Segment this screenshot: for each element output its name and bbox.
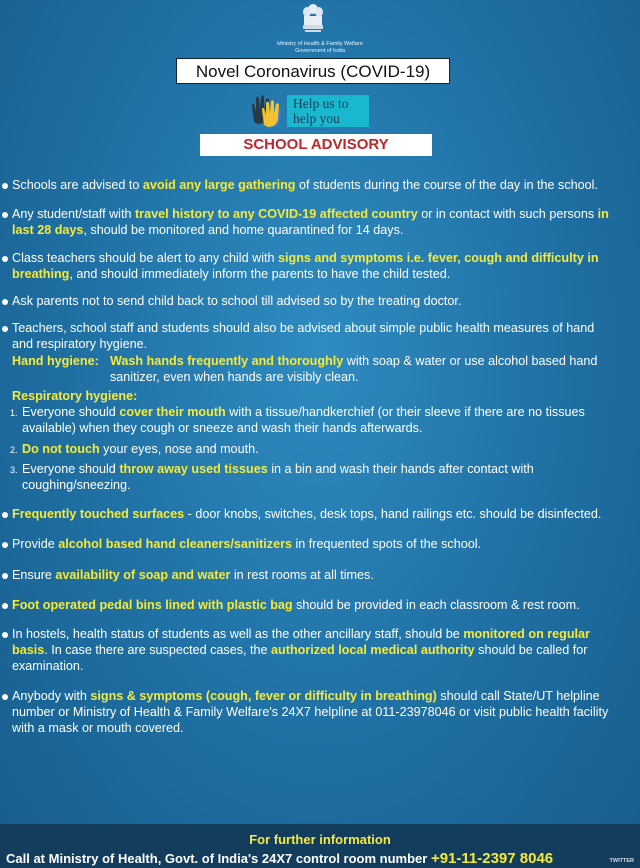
bullet-icon — [2, 299, 8, 305]
item-text: Anybody with — [12, 688, 91, 703]
list-item — [0, 177, 640, 193]
raised-hands-icon — [248, 92, 284, 128]
item-highlight: in last 28 days — [12, 207, 609, 238]
respiratory-hygiene-label: Respiratory hygiene: — [12, 389, 138, 404]
item-text: should be called for examination. — [12, 643, 588, 674]
photo-credit: TWITTER — [609, 858, 634, 864]
help-line1: Help us to — [293, 96, 349, 111]
item-text: with a tissue/handkerchief (or their sleeve if there are no tissues available) when they cough or sneeze and wash their hands afterwards. — [22, 405, 585, 436]
item-text: , and should immediately inform the parents to have the child tested. — [69, 266, 451, 281]
item-highlight: avoid any large gathering — [142, 178, 296, 192]
item-highlight: Wash hands frequently and thoroughly — [110, 353, 344, 368]
advisory-heading: SCHOOL ADVISORY — [200, 134, 432, 156]
list-item — [0, 506, 640, 522]
item-text: . In case there are suspected cases, the — [44, 643, 272, 658]
item-text: your eyes, nose and mouth. — [99, 441, 259, 456]
footer-contact — [6, 850, 606, 867]
item-number: 2. — [10, 444, 18, 455]
bullet-icon — [2, 573, 8, 579]
hand-hygiene — [0, 353, 640, 385]
bullet-icon — [2, 326, 8, 332]
ministry-line1: Ministry of Health & Family Welfare — [277, 41, 363, 47]
item-text: Teachers, school staff and students should also be advised about simple public health measures of hand and respiratory hygiene. — [12, 321, 595, 352]
bullet-icon — [2, 183, 8, 189]
item-highlight: alcohol based hand cleaners/sanitizers — [58, 537, 292, 552]
item-text: Everyone should — [22, 461, 120, 476]
item-text: with soap & water or use alcohol based hand sanitizer, even when hands are visibly clean. — [110, 353, 598, 384]
item-text: - door knobs, switches, desk tops, hand railings etc. should be disinfected. — [184, 507, 602, 522]
list-item — [0, 626, 640, 675]
footer — [0, 824, 640, 868]
respiratory-hygiene — [0, 388, 640, 404]
item-text: Provide — [12, 537, 59, 552]
advisory-list — [0, 170, 640, 736]
item-text: Schools are advised to — [12, 178, 143, 192]
footer-heading: For further information — [249, 832, 391, 847]
list-item — [0, 536, 640, 552]
list-item — [0, 688, 640, 737]
item-number: 1. — [10, 408, 18, 419]
bullet-icon — [2, 212, 8, 218]
list-item — [0, 250, 640, 282]
numbered-item — [0, 404, 640, 436]
list-item — [0, 293, 640, 309]
helpline-number: +91-11-2397 8046 — [430, 850, 554, 867]
bullet-icon — [2, 603, 8, 609]
list-item — [0, 567, 640, 583]
item-highlight: Foot operated pedal bins lined with plastic bag — [12, 597, 293, 612]
item-highlight: authorized local medical authority — [271, 643, 475, 658]
list-item — [0, 206, 640, 238]
item-text: Ensure — [12, 567, 56, 582]
numbered-item — [0, 461, 640, 493]
hand-hygiene-label: Hand hygiene: — [12, 353, 99, 368]
item-text: in frequented spots of the school. — [291, 537, 482, 552]
bullet-icon — [2, 542, 8, 548]
item-text: in a bin and wash their hands after contact with coughing/sneezing. — [22, 461, 534, 493]
item-text: should be provided in each classroom & rest room. — [292, 597, 580, 612]
item-text: should call State/UT helpline number or Ministry of Health & Family Welfare's 24X7 helpline at 011-23978046 or visit public health facility with a mask or mouth covered. — [12, 688, 609, 736]
help-line2: help you — [293, 111, 340, 126]
item-text: Class teachers should be alert to any child with — [12, 250, 279, 265]
item-text: In hostels, health status of students as well as the other ancillary staff, should be — [12, 627, 464, 642]
item-highlight: travel history to any COVID-19 affected country — [134, 207, 418, 222]
numbered-item — [0, 441, 640, 457]
bullet-icon — [2, 256, 8, 262]
item-text: of students during the course of the day in the school. — [295, 178, 598, 192]
page-title: Novel Coronavirus (COVID-19) — [176, 58, 450, 84]
item-highlight: signs and symptoms i.e. fever, cough and difficulty in breathing — [12, 250, 599, 281]
item-highlight: cover their mouth — [119, 405, 226, 420]
ministry-caption — [220, 41, 420, 54]
item-text: or in contact with such persons — [417, 207, 598, 222]
bullet-icon — [2, 694, 8, 700]
hand-hygiene-text — [12, 353, 640, 385]
item-highlight: Do not touch — [22, 441, 100, 456]
list-item — [0, 320, 640, 352]
bullet-icon — [2, 632, 8, 638]
footer-contact-text: Call at Ministry of Health, Govt. of India's 24X7 control room number — [6, 851, 431, 866]
help-us-badge — [287, 95, 369, 127]
item-number: 3. — [10, 464, 18, 475]
item-highlight: signs & symptoms (cough, fever or difficulty in breathing) — [90, 688, 437, 703]
item-text: Ask parents not to send child back to school till advised so by the treating doctor. — [12, 294, 462, 309]
item-text: , should be monitored and home quarantined for 14 days. — [83, 223, 404, 238]
national-emblem-icon — [300, 2, 326, 38]
item-highlight: throw away used tissues — [119, 461, 268, 476]
bullet-icon — [2, 512, 8, 518]
item-highlight: monitored on regular basis — [12, 627, 590, 658]
item-text: in rest rooms at all times. — [230, 567, 374, 582]
item-text: Everyone should — [22, 405, 120, 420]
ministry-line2: Government of India — [295, 47, 345, 54]
item-highlight: Frequently touched surfaces — [12, 507, 185, 522]
list-item — [0, 597, 640, 613]
item-text: Any student/staff with — [12, 207, 135, 222]
header — [0, 0, 640, 160]
item-highlight: availability of soap and water — [55, 567, 231, 582]
